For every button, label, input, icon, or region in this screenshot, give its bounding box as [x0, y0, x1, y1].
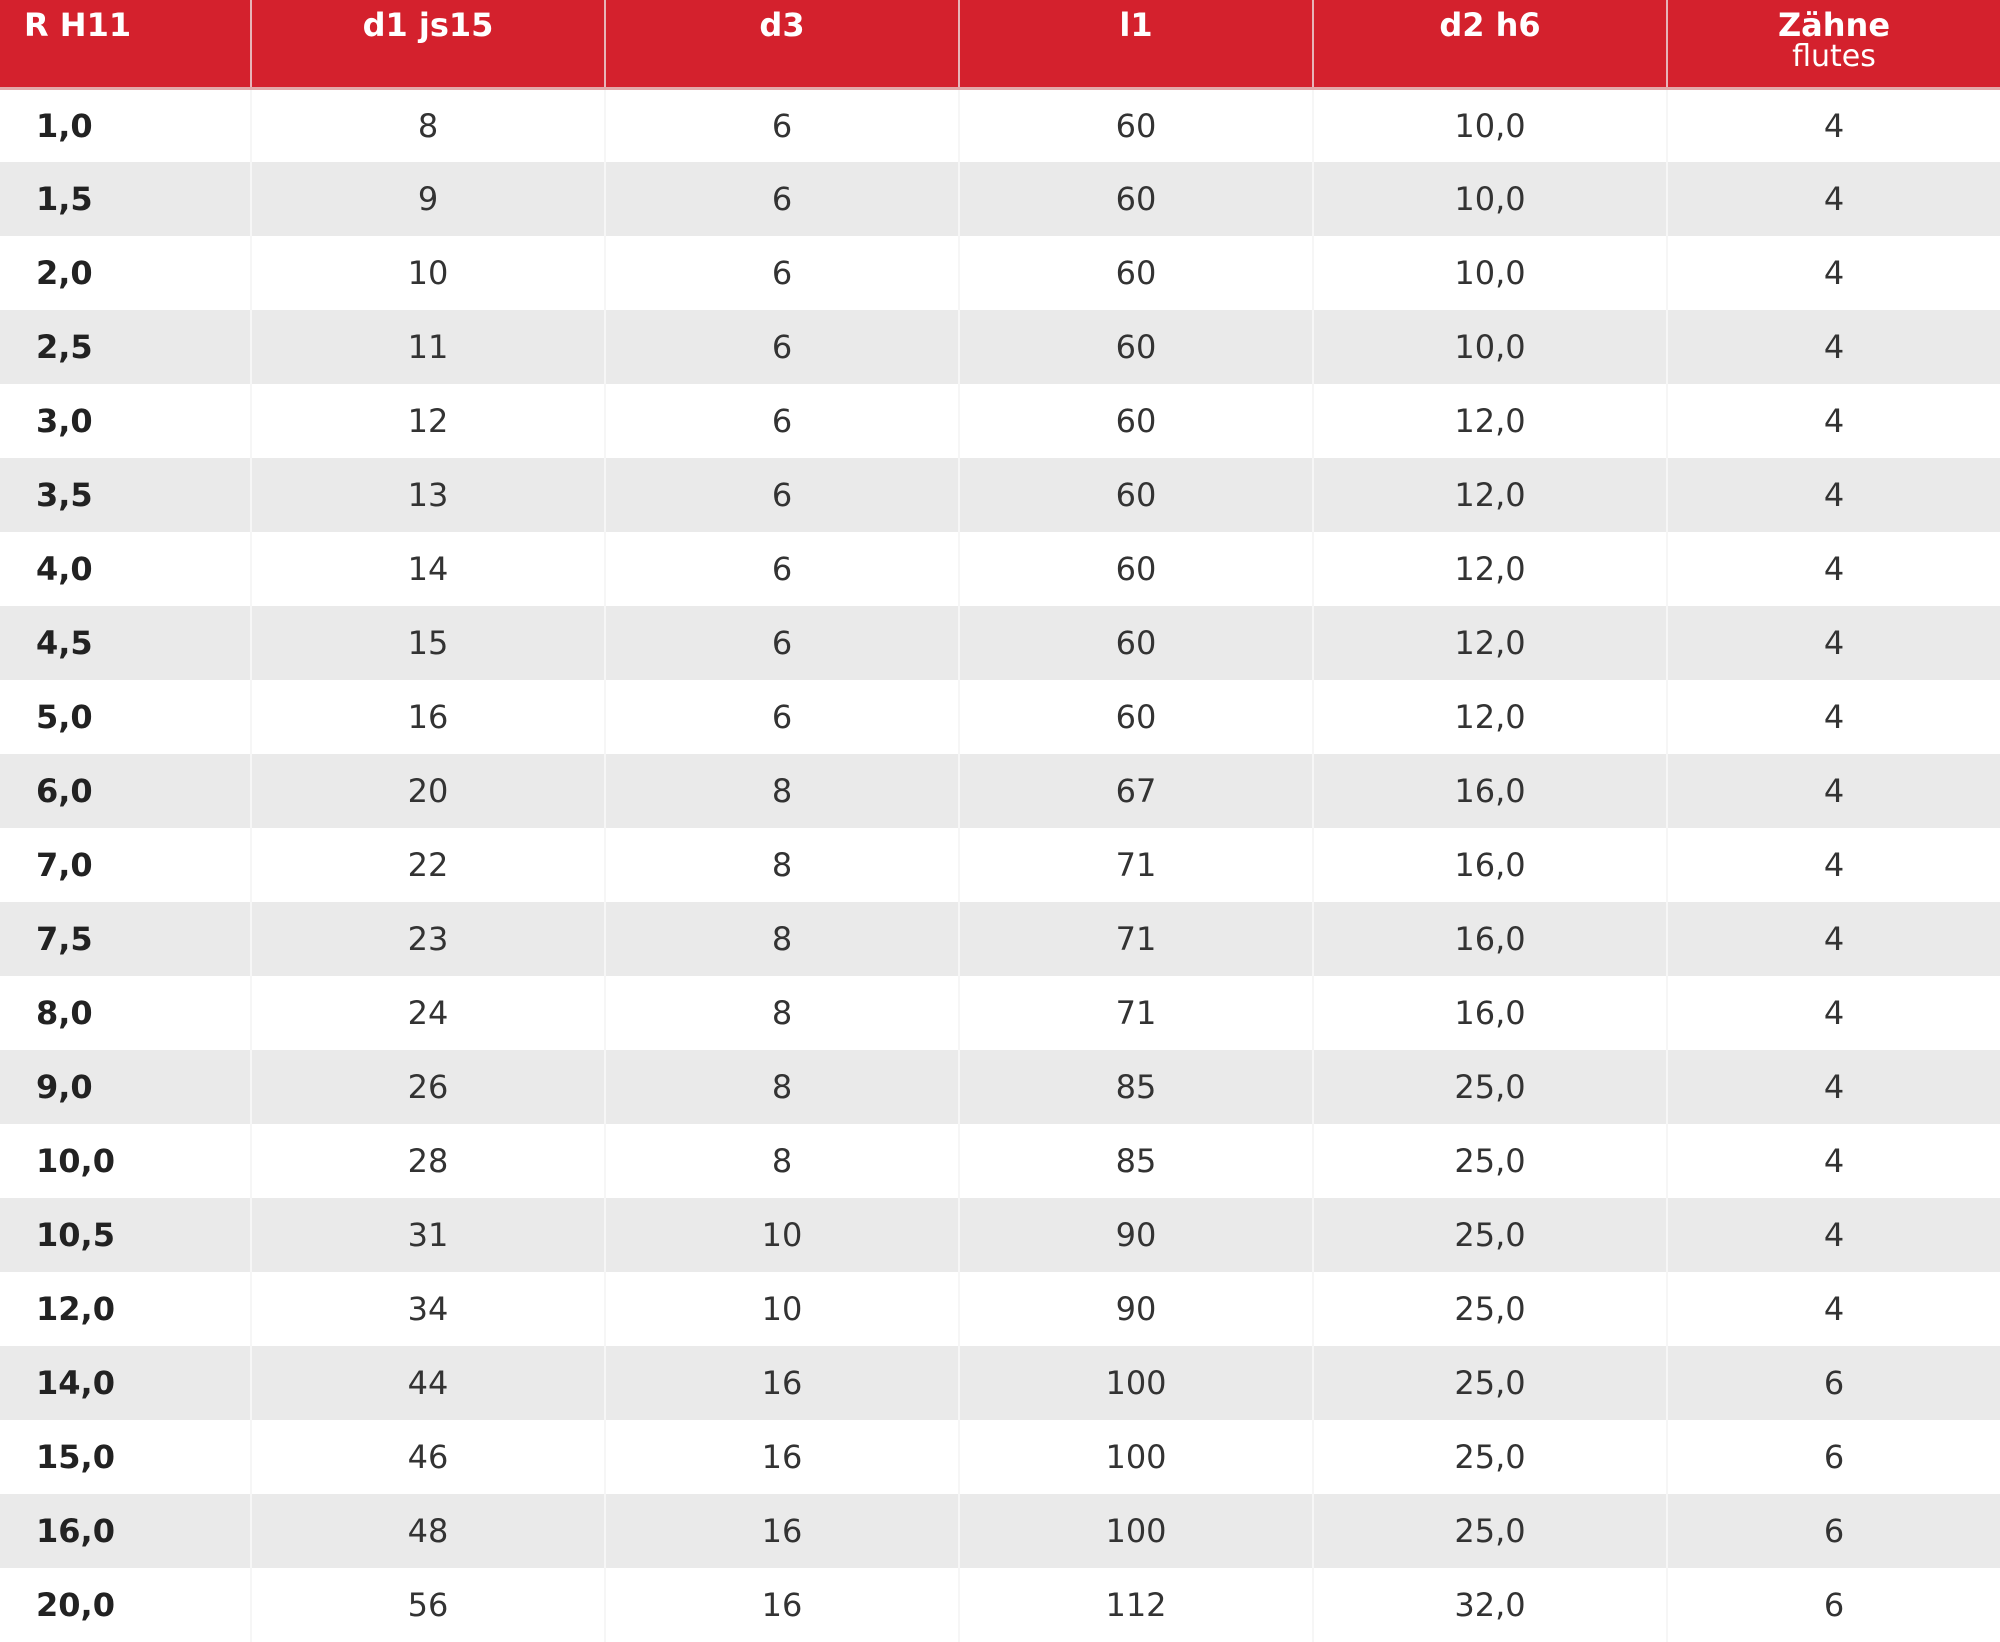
table-body [0, 88, 2000, 1642]
cell-r-h11: 7,5 [0, 902, 251, 976]
cell-flutes: 4 [1667, 532, 2000, 606]
cell-d3: 6 [605, 680, 959, 754]
cell-d2: 25,0 [1313, 1124, 1667, 1198]
cell-d1: 15 [251, 606, 605, 680]
cell-r-h11: 4,0 [0, 532, 251, 606]
cell-d1: 9 [251, 162, 605, 236]
cell-d1: 48 [251, 1494, 605, 1568]
table-row [0, 976, 2000, 1050]
cell-r-h11: 10,5 [0, 1198, 251, 1272]
cell-r-h11: 6,0 [0, 754, 251, 828]
header-l1: l1 [959, 0, 1313, 88]
cell-d3: 6 [605, 532, 959, 606]
cell-d1: 56 [251, 1568, 605, 1642]
table-row [0, 1420, 2000, 1494]
cell-d2: 32,0 [1313, 1568, 1667, 1642]
cell-d2: 25,0 [1313, 1272, 1667, 1346]
cell-l1: 71 [959, 902, 1313, 976]
cell-d3: 10 [605, 1198, 959, 1272]
header-d1-js15: d1 js15 [251, 0, 605, 88]
table-row [0, 1198, 2000, 1272]
table-row [0, 828, 2000, 902]
cell-d1: 22 [251, 828, 605, 902]
table-row [0, 1568, 2000, 1642]
cell-r-h11: 8,0 [0, 976, 251, 1050]
cell-d3: 8 [605, 976, 959, 1050]
table-row [0, 754, 2000, 828]
cell-l1: 60 [959, 88, 1313, 162]
cell-l1: 60 [959, 532, 1313, 606]
cell-d1: 26 [251, 1050, 605, 1124]
table-row [0, 162, 2000, 236]
cell-r-h11: 7,0 [0, 828, 251, 902]
cell-flutes: 4 [1667, 1124, 2000, 1198]
cell-d1: 44 [251, 1346, 605, 1420]
cell-r-h11: 9,0 [0, 1050, 251, 1124]
table-row [0, 310, 2000, 384]
cell-d2: 12,0 [1313, 532, 1667, 606]
table-row [0, 458, 2000, 532]
cell-l1: 100 [959, 1346, 1313, 1420]
cell-l1: 112 [959, 1568, 1313, 1642]
cell-r-h11: 16,0 [0, 1494, 251, 1568]
cell-d3: 16 [605, 1494, 959, 1568]
cell-d3: 8 [605, 1124, 959, 1198]
cell-d2: 10,0 [1313, 236, 1667, 310]
cell-d1: 10 [251, 236, 605, 310]
table-row [0, 1346, 2000, 1420]
cell-r-h11: 10,0 [0, 1124, 251, 1198]
cell-l1: 60 [959, 458, 1313, 532]
cell-r-h11: 1,0 [0, 88, 251, 162]
cell-d1: 16 [251, 680, 605, 754]
table-row [0, 902, 2000, 976]
table-row [0, 532, 2000, 606]
cell-l1: 100 [959, 1420, 1313, 1494]
cell-flutes: 6 [1667, 1420, 2000, 1494]
header-zaehne [1667, 0, 2000, 88]
table-row [0, 1494, 2000, 1568]
cell-d1: 20 [251, 754, 605, 828]
table-header [0, 0, 2000, 88]
cell-l1: 71 [959, 828, 1313, 902]
cell-flutes: 4 [1667, 680, 2000, 754]
cell-d3: 10 [605, 1272, 959, 1346]
cell-l1: 60 [959, 162, 1313, 236]
cell-flutes: 4 [1667, 1198, 2000, 1272]
cell-r-h11: 2,0 [0, 236, 251, 310]
cell-d3: 6 [605, 236, 959, 310]
cell-d3: 8 [605, 754, 959, 828]
cell-l1: 90 [959, 1272, 1313, 1346]
cell-d2: 10,0 [1313, 310, 1667, 384]
cell-d2: 25,0 [1313, 1420, 1667, 1494]
cell-l1: 60 [959, 310, 1313, 384]
cell-d1: 14 [251, 532, 605, 606]
cell-d1: 24 [251, 976, 605, 1050]
cell-l1: 90 [959, 1198, 1313, 1272]
cell-d1: 12 [251, 384, 605, 458]
cell-d3: 8 [605, 828, 959, 902]
cell-l1: 67 [959, 754, 1313, 828]
cell-d3: 6 [605, 384, 959, 458]
cell-flutes: 4 [1667, 1272, 2000, 1346]
cell-flutes: 4 [1667, 310, 2000, 384]
cell-l1: 60 [959, 384, 1313, 458]
cell-d1: 8 [251, 88, 605, 162]
header-flutes-label: flutes [1792, 39, 1876, 74]
cell-d3: 16 [605, 1346, 959, 1420]
cell-d1: 34 [251, 1272, 605, 1346]
cell-flutes: 4 [1667, 88, 2000, 162]
cell-flutes: 6 [1667, 1494, 2000, 1568]
cell-d2: 12,0 [1313, 458, 1667, 532]
cell-d3: 6 [605, 162, 959, 236]
cell-d2: 25,0 [1313, 1346, 1667, 1420]
cell-flutes: 6 [1667, 1568, 2000, 1642]
table-row [0, 1124, 2000, 1198]
cell-flutes: 4 [1667, 754, 2000, 828]
cell-d2: 25,0 [1313, 1494, 1667, 1568]
table-row [0, 1050, 2000, 1124]
cell-r-h11: 3,5 [0, 458, 251, 532]
cell-flutes: 4 [1667, 902, 2000, 976]
table-row [0, 606, 2000, 680]
cell-d2: 16,0 [1313, 754, 1667, 828]
cell-r-h11: 14,0 [0, 1346, 251, 1420]
header-zaehne-label: Zähne [1777, 6, 1891, 44]
cell-d3: 8 [605, 902, 959, 976]
cell-d3: 6 [605, 606, 959, 680]
cell-r-h11: 4,5 [0, 606, 251, 680]
cell-flutes: 4 [1667, 458, 2000, 532]
cell-d3: 16 [605, 1568, 959, 1642]
cell-d3: 16 [605, 1420, 959, 1494]
cell-l1: 100 [959, 1494, 1313, 1568]
cell-d1: 28 [251, 1124, 605, 1198]
cell-r-h11: 20,0 [0, 1568, 251, 1642]
cell-r-h11: 3,0 [0, 384, 251, 458]
table-row [0, 1272, 2000, 1346]
cell-d2: 10,0 [1313, 88, 1667, 162]
cell-flutes: 4 [1667, 606, 2000, 680]
cell-d2: 16,0 [1313, 902, 1667, 976]
cell-d2: 25,0 [1313, 1198, 1667, 1272]
header-d3: d3 [605, 0, 959, 88]
cell-flutes: 4 [1667, 162, 2000, 236]
cell-d3: 6 [605, 310, 959, 384]
cell-d3: 6 [605, 458, 959, 532]
cell-flutes: 4 [1667, 976, 2000, 1050]
cell-d2: 10,0 [1313, 162, 1667, 236]
cell-l1: 60 [959, 236, 1313, 310]
cell-r-h11: 5,0 [0, 680, 251, 754]
cell-l1: 71 [959, 976, 1313, 1050]
cell-r-h11: 2,5 [0, 310, 251, 384]
cell-flutes: 4 [1667, 384, 2000, 458]
cell-d2: 12,0 [1313, 606, 1667, 680]
cell-d1: 23 [251, 902, 605, 976]
cell-d3: 6 [605, 88, 959, 162]
cell-flutes: 4 [1667, 236, 2000, 310]
header-row [0, 0, 2000, 88]
table-row [0, 88, 2000, 162]
cell-r-h11: 12,0 [0, 1272, 251, 1346]
cell-d2: 12,0 [1313, 680, 1667, 754]
header-d2-h6: d2 h6 [1313, 0, 1667, 88]
cell-d2: 12,0 [1313, 384, 1667, 458]
cell-flutes: 4 [1667, 1050, 2000, 1124]
table-row [0, 384, 2000, 458]
cell-d2: 25,0 [1313, 1050, 1667, 1124]
cell-r-h11: 1,5 [0, 162, 251, 236]
cell-d1: 31 [251, 1198, 605, 1272]
cell-d3: 8 [605, 1050, 959, 1124]
cell-flutes: 6 [1667, 1346, 2000, 1420]
cell-l1: 60 [959, 606, 1313, 680]
cell-d2: 16,0 [1313, 976, 1667, 1050]
cell-r-h11: 15,0 [0, 1420, 251, 1494]
cell-l1: 85 [959, 1050, 1313, 1124]
cell-d1: 13 [251, 458, 605, 532]
cell-l1: 60 [959, 680, 1313, 754]
cell-l1: 85 [959, 1124, 1313, 1198]
cell-d1: 46 [251, 1420, 605, 1494]
table-row [0, 236, 2000, 310]
cell-d1: 11 [251, 310, 605, 384]
table-row [0, 680, 2000, 754]
cell-flutes: 4 [1667, 828, 2000, 902]
cell-d2: 16,0 [1313, 828, 1667, 902]
header-r-h11: R H11 [0, 0, 251, 88]
